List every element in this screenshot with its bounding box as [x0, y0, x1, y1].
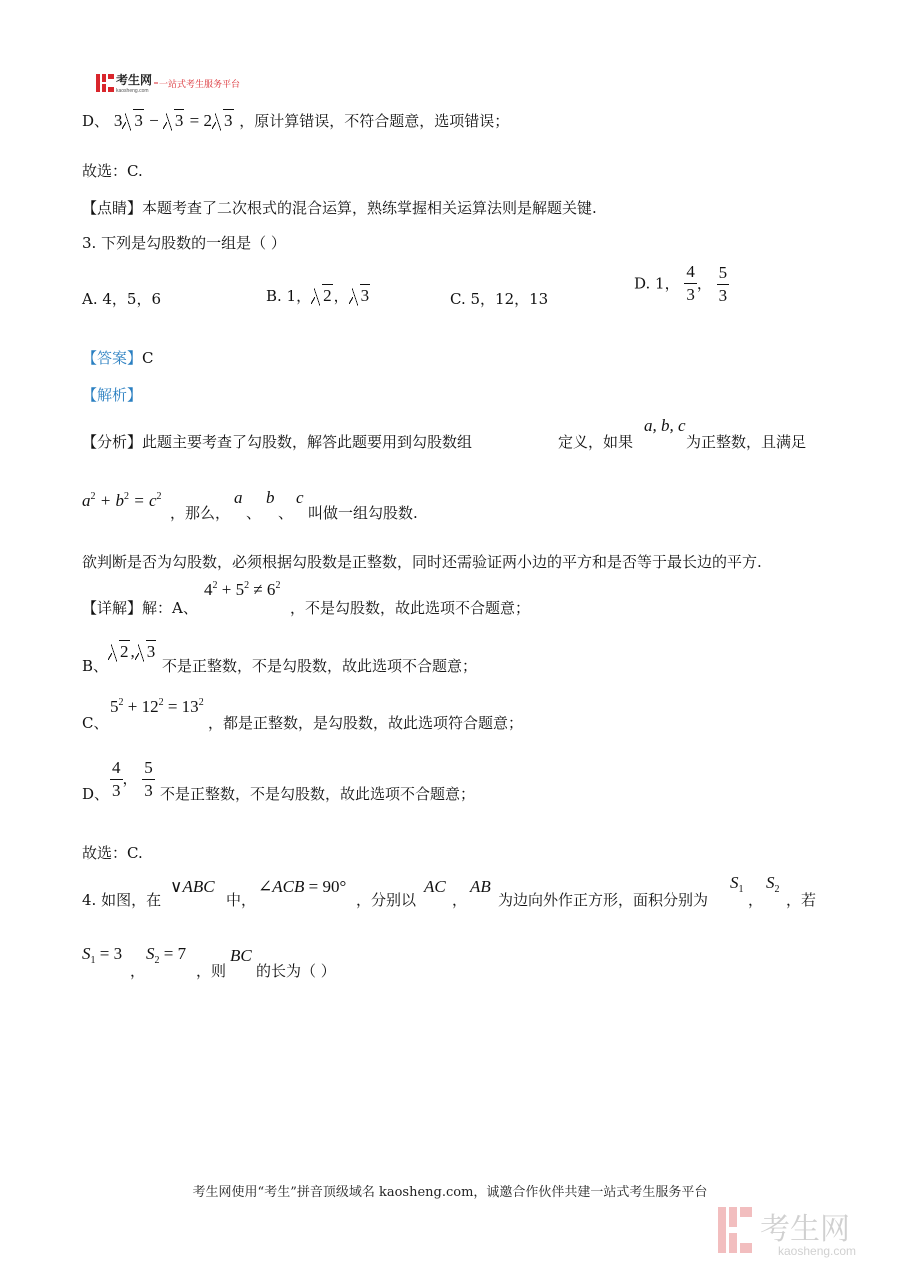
detail-d-text: 不是正整数，不是勾股数，故此选项不合题意； [160, 785, 476, 803]
q3-stem: 3. 下列是勾股数的一组是（ ） [82, 234, 286, 252]
detail-a-text: ，不是勾股数，故此选项不合题意； [290, 599, 531, 617]
svg-text:考生网: 考生网 [116, 73, 153, 87]
q4-t4: ，若 [786, 891, 817, 909]
fenxi-line-2b: 叫做一组勾股数. [308, 504, 418, 522]
detail-d-formula: $\frac{4}{3}$ ， $\frac{5}{3}$ [112, 758, 153, 800]
svg-text:一站式考生服务平台: 一站式考生服务平台 [159, 79, 241, 89]
header-logo [96, 72, 286, 94]
fenxi-line-2a: ，那么， [170, 504, 231, 522]
fenxi-line-1: 【分析】此题主要考查了勾股数，解答此题要用到勾股数组 [82, 433, 473, 451]
fenxi-line-1c: 为正整数，且满足 [686, 433, 807, 451]
side-bc: BC [230, 946, 252, 965]
answer-line: 【答案】C [82, 349, 154, 367]
q4-t6: 的长为（ ） [256, 962, 336, 980]
detail-c-formula: $5^2 + 12^2 = 13^2$ [110, 697, 204, 716]
prev-option-d: D、 3 3 − 3 = 2 3 ，原计算错误，不符合题意，选项错误； [82, 111, 510, 130]
var-c: c [296, 488, 304, 507]
s2-value: $S_2 = 7$ [146, 944, 187, 966]
reasoning-para: 欲判断是否为勾股数，必须根据勾股数是正整数，同时还需验证两小边的平方和是否等于最长边的平方. [82, 553, 762, 571]
var-a: a [234, 488, 243, 507]
dianjing-line: 【点睛】本题考查了二次根式的混合运算，熟练掌握相关运算法则是解题关键. [82, 199, 597, 217]
detail-c-prefix: C、 [82, 714, 109, 732]
detail-b-prefix: B、 [82, 657, 109, 675]
fenxi-line-1b: 定义，如果 [558, 433, 634, 451]
s1-label: $S_1$ [730, 873, 744, 895]
q4-num: 4. 如图，在 [82, 891, 162, 909]
detail-b-formula: 2 , 3 [108, 642, 157, 662]
q4-t5: ，则 [196, 962, 227, 980]
q3-option-d: D. 1， $\frac{4}{3}$ ， $\frac{5}{3}$ [634, 262, 728, 305]
svg-text:考生网: 考生网 [760, 1213, 850, 1246]
watermark-logo [716, 1203, 886, 1259]
q3-option-a: A. 4，5，6 [82, 290, 161, 308]
q4-t1: 中， [226, 891, 257, 909]
s-values: $S_1 = 3$ [82, 944, 123, 966]
detail-a-prefix: 【详解】解：A、 [82, 599, 198, 617]
detail-b-text: 不是正整数，不是勾股数，故此选项不合题意； [162, 657, 478, 675]
q4-t3: 为边向外作正方形，面积分别为 [498, 891, 709, 909]
sep-q4-2: ， [748, 891, 764, 909]
choice-line-1: 故选：C. [82, 162, 143, 180]
q3-option-c: C. 5，12，13 [450, 290, 549, 308]
sep-2: 、 [278, 504, 294, 522]
sep-q4-1: ， [452, 891, 468, 909]
choice-line-2: 故选：C. [82, 844, 143, 862]
var-b: b [266, 488, 275, 507]
fenxi-line-2: $a^2 + b^2 = c^2$ [82, 491, 162, 510]
q3-option-b: B. 1， 2 ， 3 [266, 286, 370, 305]
triangle-abc: ∨ABC [170, 877, 215, 896]
sep-q4-3: ， [130, 962, 146, 980]
side-ac: AC [424, 877, 446, 896]
svg-text:kaosheng.com: kaosheng.com [116, 88, 149, 94]
detail-d-prefix: D、 [82, 785, 110, 803]
page-footer: 考生网使用“考生”拼音顶级域名 kaosheng.com，诚邀合作伙伴共建一站式考生服务平台 [192, 1185, 708, 1200]
sep-1: 、 [246, 504, 262, 522]
watermark-icon [716, 1203, 886, 1259]
svg-text:kaosheng.com: kaosheng.com [778, 1244, 857, 1258]
abc-formula: a, b, c [644, 416, 686, 435]
s2-label: $S_2$ [766, 873, 780, 895]
q4-t2: ，分别以 [356, 891, 417, 909]
detail-c-text: ，都是正整数，是勾股数，故此选项符合题意； [208, 714, 524, 732]
detail-a-formula: $4^2 + 5^2 \ne 6^2$ [204, 580, 281, 599]
side-ab: AB [470, 877, 491, 896]
logo-mark-icon [96, 72, 286, 94]
jiexi-tag: 【解析】 [82, 386, 143, 404]
angle-acb: ∠ACB = 90° [258, 877, 347, 896]
